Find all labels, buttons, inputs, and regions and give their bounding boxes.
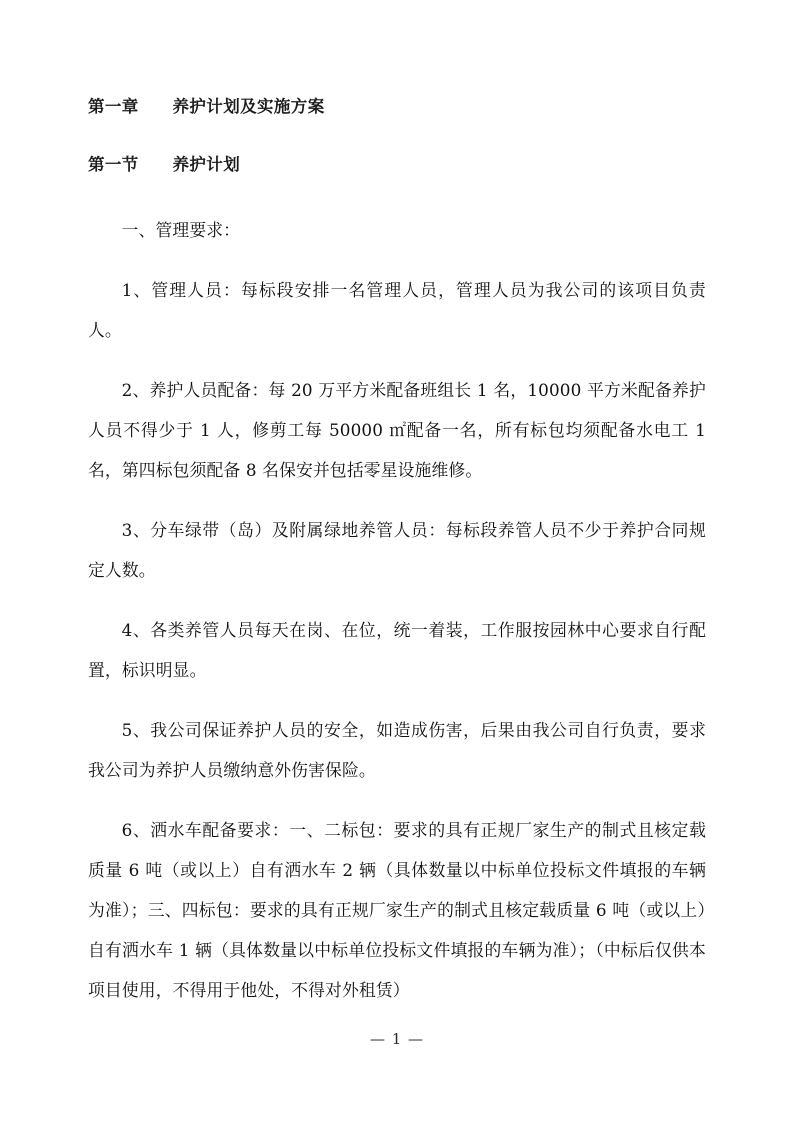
paragraph-4: 4、各类养管人员每天在岗、在位，统一着装，工作服按园林中心要求自行配置，标识明显。 <box>88 620 706 680</box>
paragraph-1: 1、管理人员：每标段安排一名管理人员，管理人员为我公司的该项目负责人。 <box>88 280 706 340</box>
chapter-heading: 第一章 养护计划及实施方案 <box>88 97 325 116</box>
paragraph-5: 5、我公司保证养护人员的安全，如造成伤害，后果由我公司自行负责，要求我公司为养护人员缴纳意外伤害保险。 <box>88 720 706 780</box>
section-heading: 第一节 养护计划 <box>88 155 241 174</box>
paragraph-0: 一、管理要求： <box>121 220 241 240</box>
page-number-footer: — 1 — <box>369 1030 425 1048</box>
paragraph-2: 2、养护人员配备：每 20 万平方米配备班组长 1 名，10000 平方米配备养护人员不得少于 1 人，修剪工每 50000 ㎡配备一名，所有标包均须配备水电工 1 名，第四标包须配备 8 名保安并包括零星设施维修。 <box>88 380 706 480</box>
paragraph-6: 6、洒水车配备要求：一、二标包：要求的具有正规厂家生产的制式且核定载质量 6 吨（或以上）自有洒水车 2 辆（具体数量以中标单位投标文件填报的车辆为准）；三、四标包：要求的具有正规厂家生产的制式且核定载质量 6 吨（或以上）自有洒水车 1 辆（具体数量以中标单位投标文件填报的车辆为准）；（中标后仅供本项目使用，不得用于他处，不得对外租赁） <box>88 820 706 1000</box>
paragraph-3: 3、分车绿带（岛）及附属绿地养管人员：每标段养管人员不少于养护合同规定人数。 <box>88 520 706 580</box>
document-body <box>88 92 706 1010</box>
